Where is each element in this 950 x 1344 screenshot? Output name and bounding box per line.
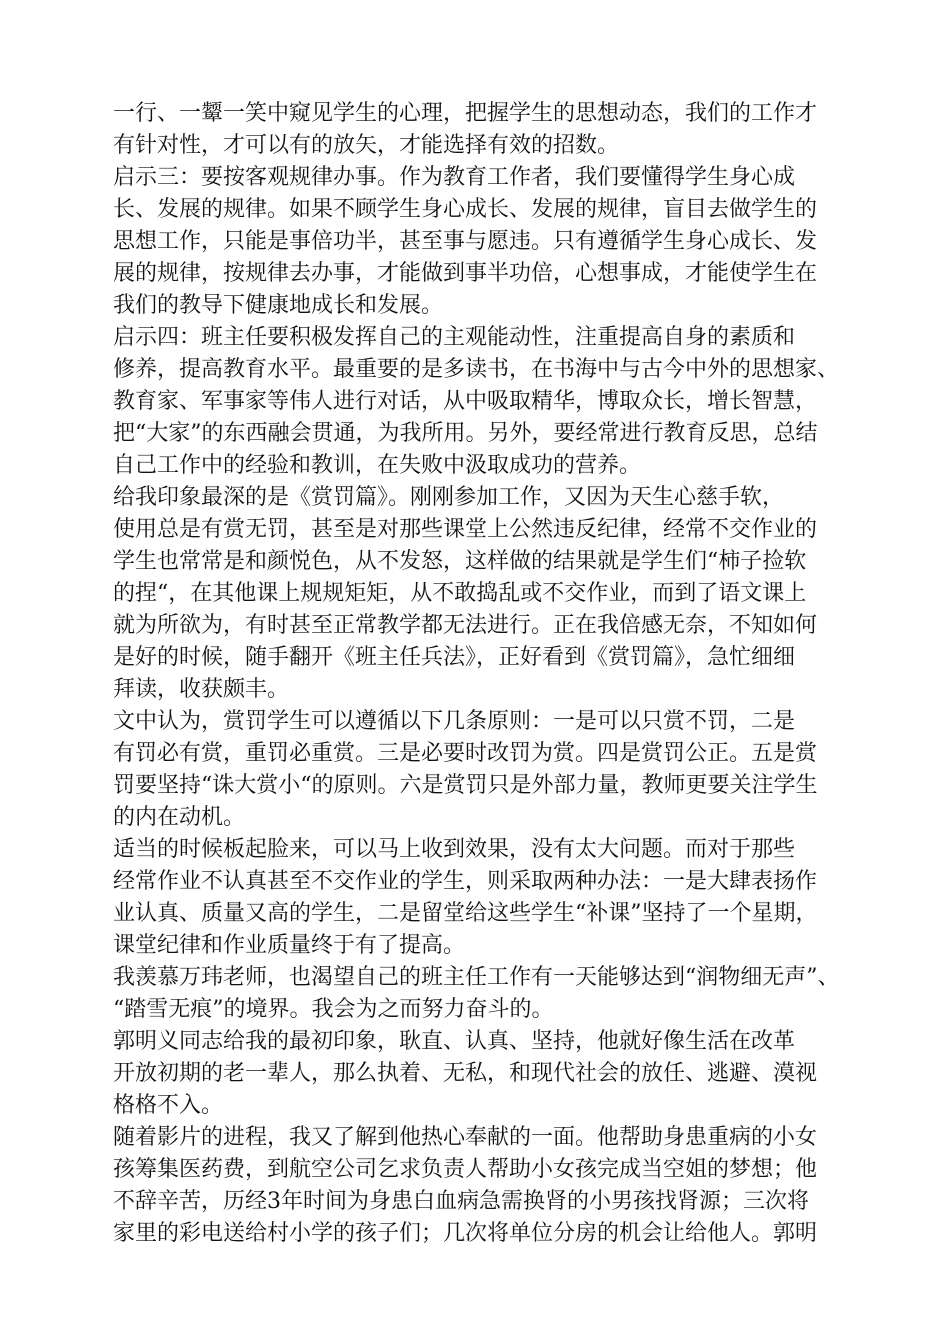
text-line: 郭明义同志给我的最初印象，耿直、认真、坚持，他就好像生活在改革 [113,1029,796,1054]
text-line: 自己工作中的经验和教训，在失败中汲取成功的营养。 [113,453,642,478]
text-line: 不辞辛苦，历经3年时间为身患白血病急需换肾的小男孩找肾源；三次将 [113,1189,809,1214]
body-text [113,98,873,1250]
text-line: 学生也常常是和颜悦色，从不发怒，这样做的结果就是学生们“柿子捡软 [113,549,807,574]
text-line: 有罚必有赏，重罚必重赏。三是必要时改罚为赏。四是赏罚公正。五是赏 [113,741,818,766]
text-line: 随着影片的进程，我又了解到他热心奉献的一面。他帮助身患重病的小女 [113,1125,818,1150]
text-line: 一行、一颦一笑中窥见学生的心理，把握学生的思想动态，我们的工作才 [113,101,818,126]
text-line: 课堂纪律和作业质量终于有了提高。 [113,933,466,958]
text-line: 教育家、军事家等伟人进行对话，从中吸取精华，博取众长，增长智慧， [113,389,818,414]
text-line: 孩筹集医药费，到航空公司乞求负责人帮助小女孩完成当空姐的梦想；他 [113,1157,818,1182]
text-line: 格格不入。 [113,1093,224,1118]
text-line: 罚要坚持“诛大赏小“的原则。六是赏罚只是外部力量，教师更要关注学生 [113,773,818,798]
text-line: 文中认为，赏罚学生可以遵循以下几条原则：一是可以只赏不罚，二是 [113,709,796,734]
text-line: 修养，提高教育水平。最重要的是多读书，在书海中与古今中外的思想家、 [113,357,840,382]
text-line: 启示四：班主任要积极发挥自己的主观能动性，注重提高自身的素质和 [113,325,796,350]
text-line: 我们的教导下健康地成长和发展。 [113,293,444,318]
text-line: 使用总是有赏无罚，甚至是对那些课堂上公然违反纪律，经常不交作业的 [113,517,818,542]
text-line: 拜读，收获颇丰。 [113,677,290,702]
text-line: 思想工作，只能是事倍功半，甚至事与愿违。只有遵循学生身心成长、发 [113,229,818,254]
text-line: 的内在动机。 [113,805,246,830]
text-line: “踏雪无痕”的境界。我会为之而努力奋斗的。 [113,997,554,1022]
text-line: 的捏“，在其他课上规规矩矩，从不敢捣乱或不交作业，而到了语文课上 [113,581,807,606]
text-line: 把“大家”的东西融会贯通，为我所用。另外，要经常进行教育反思，总结 [113,421,818,446]
text-line: 经常作业不认真甚至不交作业的学生，则采取两种办法：一是大肆表扬作 [113,869,818,894]
text-line: 家里的彩电送给村小学的孩子们；几次将单位分房的机会让给他人。郭明 [113,1221,818,1246]
text-line: 长、发展的规律。如果不顾学生身心成长、发展的规律，盲目去做学生的 [113,197,818,222]
text-line: 启示三：要按客观规律办事。作为教育工作者，我们要懂得学生身心成 [113,165,796,190]
text-line: 是好的时候，随手翻开《班主任兵法》，正好看到《赏罚篇》，急忙细细 [113,645,796,670]
text-line: 业认真、质量又高的学生，二是留堂给这些学生“补课”坚持了一个星期， [113,901,818,926]
text-line: 就为所欲为，有时甚至正常教学都无法进行。正在我倍感无奈，不知如何 [113,613,818,638]
text-line: 我羡慕万玮老师，也渴望自己的班主任工作有一天能够达到“润物细无声”、 [113,965,840,990]
text-line: 给我印象最深的是《赏罚篇》。刚刚参加工作，又因为天生心慈手软， [113,485,785,510]
text-line: 开放初期的老一辈人，那么执着、无私，和现代社会的放任、逃避、漠视 [113,1061,818,1086]
text-line: 有针对性，才可以有的放矢，才能选择有效的招数。 [113,133,620,158]
text-line: 适当的时候板起脸来，可以马上收到效果，没有太大问题。而对于那些 [113,837,796,862]
text-line: 展的规律，按规律去办事，才能做到事半功倍，心想事成，才能使学生在 [113,261,818,286]
